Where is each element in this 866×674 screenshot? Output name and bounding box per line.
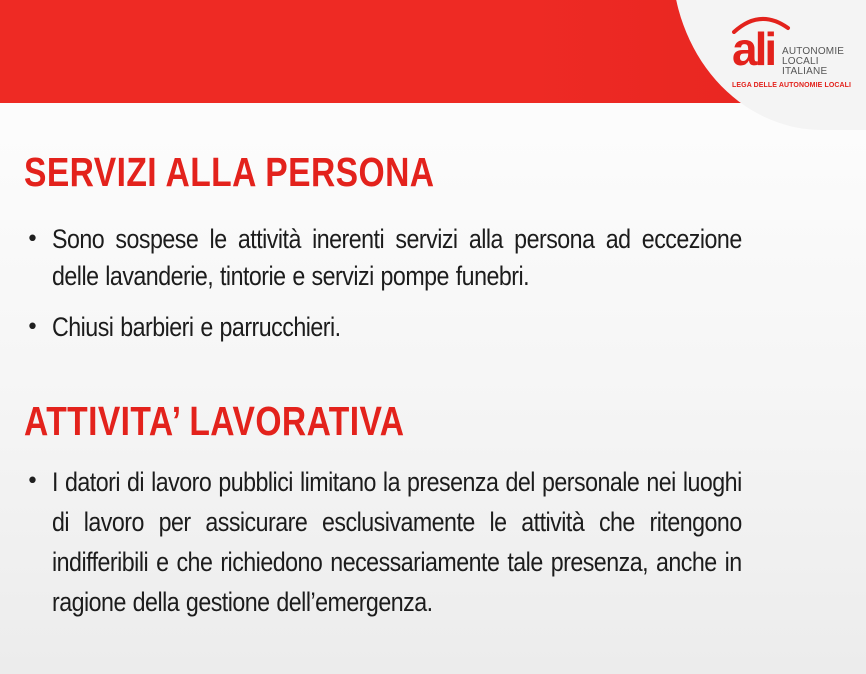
bullet-icon: • xyxy=(26,315,39,340)
bullet-icon: • xyxy=(26,469,39,494)
logo-tagline: LEGA DELLE AUTONOMIE LOCALI xyxy=(732,82,852,89)
logo-word-italiane: ITALIANE xyxy=(782,66,828,77)
bullet-text: Sono sospese le attività inerenti servizi alla persona ad eccezione delle lavanderie, tintorie e servizi pompe funebri. xyxy=(52,224,742,291)
attivita-bullet-list xyxy=(22,462,854,622)
bullet-icon: • xyxy=(26,227,39,252)
ali-logo xyxy=(722,12,852,102)
list-item xyxy=(22,221,854,295)
logo-mark: ali xyxy=(732,23,775,75)
logo-wordmark xyxy=(782,47,852,77)
bullet-text: I datori di lavoro pubblici limitano la presenza del personale nei luoghi di lavoro per assicurare esclusivamente le attività che ritengono indifferibili e che richiedono necessariamente tale presenza, anche in ragione della gestione dell’emergenza. xyxy=(52,467,742,617)
servizi-bullet-list xyxy=(22,221,854,346)
section-title-servizi: SERVIZI ALLA PERSONA xyxy=(24,149,435,195)
bullet-text: Chiusi barbieri e parrucchieri. xyxy=(52,312,341,342)
list-item xyxy=(22,462,854,622)
section-title-attivita: ATTIVITA’ LAVORATIVA xyxy=(24,398,405,444)
logo-word-autonomie: AUTONOMIE xyxy=(782,46,845,57)
logo-word-locali: LOCALI xyxy=(782,56,819,67)
list-item xyxy=(22,309,854,346)
